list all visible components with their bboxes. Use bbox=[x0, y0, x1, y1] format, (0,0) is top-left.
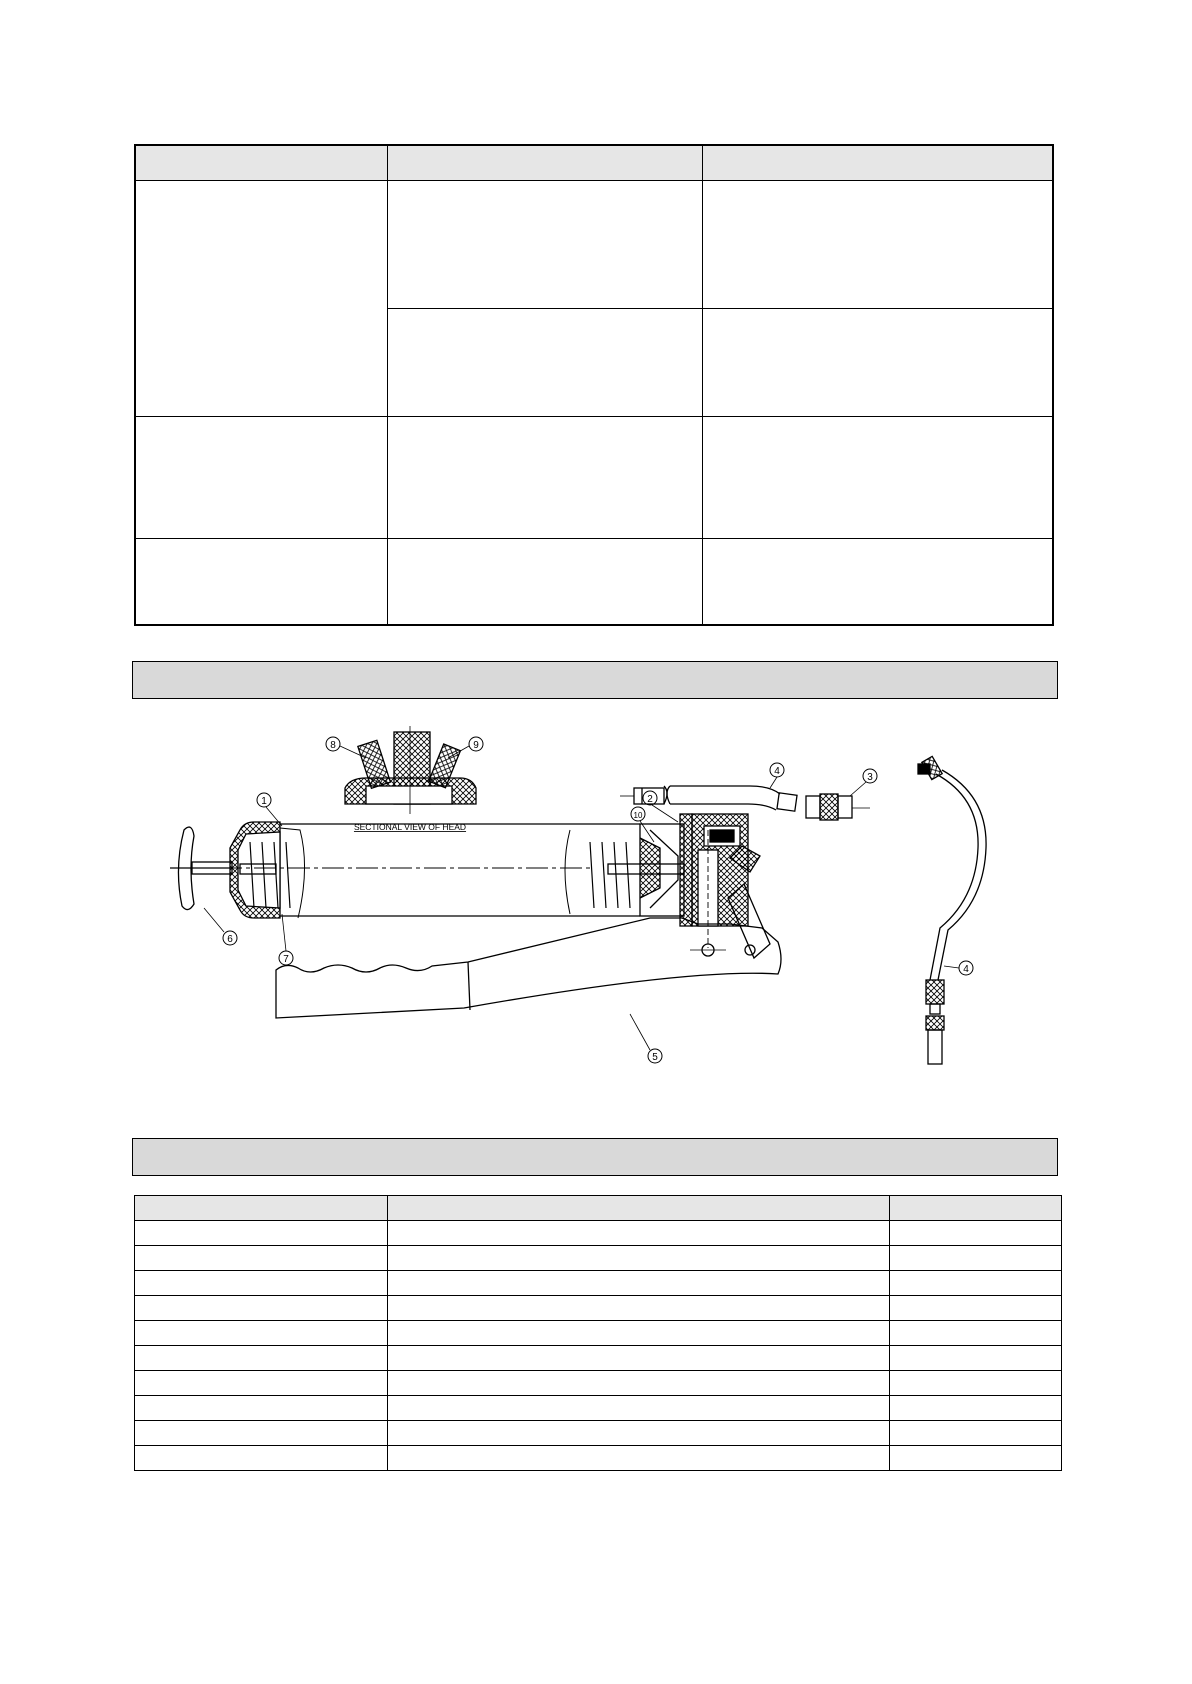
callout-label: 1 bbox=[261, 796, 267, 807]
table-cell bbox=[387, 1371, 889, 1396]
callout-label: 4 bbox=[963, 964, 969, 975]
header-cell bbox=[387, 1196, 889, 1221]
table-cell bbox=[890, 1296, 1062, 1321]
table-row bbox=[135, 539, 1053, 625]
table-cell bbox=[890, 1446, 1062, 1471]
header-cell bbox=[135, 1196, 388, 1221]
table-row bbox=[135, 181, 1053, 309]
table-cell bbox=[703, 309, 1053, 417]
callout-label: 9 bbox=[473, 740, 479, 751]
table-row bbox=[135, 1321, 1062, 1346]
table-cell bbox=[703, 539, 1053, 625]
table-row bbox=[135, 1421, 1062, 1446]
table-cell bbox=[387, 1321, 889, 1346]
table-row bbox=[135, 1221, 1062, 1246]
callout-label: 2 bbox=[647, 794, 653, 805]
table-cell bbox=[135, 539, 387, 625]
table-cell bbox=[890, 1221, 1062, 1246]
table-row bbox=[135, 1396, 1062, 1421]
table-cell bbox=[890, 1346, 1062, 1371]
table-cell bbox=[387, 1346, 889, 1371]
table-cell bbox=[387, 1421, 889, 1446]
table-row bbox=[135, 1371, 1062, 1396]
table-row bbox=[135, 1271, 1062, 1296]
table-cell bbox=[135, 181, 387, 417]
grease-gun-body bbox=[170, 791, 781, 1063]
table-cell bbox=[135, 417, 387, 539]
grease-gun-diagram bbox=[130, 718, 1070, 1103]
table-cell bbox=[135, 1446, 388, 1471]
troubleshooting-table bbox=[134, 144, 1054, 626]
table-cell bbox=[135, 1396, 388, 1421]
flexible-hose bbox=[918, 756, 986, 1064]
table-cell bbox=[703, 417, 1053, 539]
section-heading-bar bbox=[132, 1138, 1058, 1176]
table-cell bbox=[387, 417, 702, 539]
table-cell bbox=[135, 1246, 388, 1271]
table-cell bbox=[890, 1321, 1062, 1346]
table-header-row bbox=[135, 1196, 1062, 1221]
table-cell bbox=[387, 181, 702, 309]
header-cell bbox=[890, 1196, 1062, 1221]
callout-label: 7 bbox=[283, 954, 289, 965]
table-row bbox=[135, 417, 1053, 539]
table-cell bbox=[135, 1321, 388, 1346]
section-heading-bar bbox=[132, 661, 1058, 699]
table-cell bbox=[387, 1296, 889, 1321]
table-header-row bbox=[135, 145, 1053, 181]
table-cell bbox=[387, 1246, 889, 1271]
table-cell bbox=[387, 1446, 889, 1471]
table-cell bbox=[135, 1371, 388, 1396]
table-row bbox=[135, 1296, 1062, 1321]
extension-pipe bbox=[620, 763, 877, 820]
table-row bbox=[135, 1346, 1062, 1371]
header-cell bbox=[135, 145, 387, 181]
table-cell bbox=[135, 1421, 388, 1446]
table-cell bbox=[135, 1346, 388, 1371]
callout-label: 4 bbox=[774, 766, 780, 777]
table-cell bbox=[387, 1396, 889, 1421]
table-cell bbox=[890, 1421, 1062, 1446]
callout-label: 3 bbox=[867, 772, 873, 783]
callout-label: 8 bbox=[330, 740, 336, 751]
header-cell bbox=[387, 145, 702, 181]
callout-label: 10 bbox=[633, 811, 643, 820]
table-row bbox=[135, 1246, 1062, 1271]
callout-label: 6 bbox=[227, 934, 233, 945]
table-cell bbox=[387, 1271, 889, 1296]
head-caption: SECTIONAL VIEW OF HEAD bbox=[353, 822, 467, 832]
table-cell bbox=[387, 1221, 889, 1246]
table-cell bbox=[135, 1221, 388, 1246]
callout-label: 5 bbox=[652, 1052, 658, 1063]
table-cell bbox=[387, 309, 702, 417]
table-cell bbox=[890, 1396, 1062, 1421]
table-cell bbox=[890, 1271, 1062, 1296]
table-row bbox=[135, 1446, 1062, 1471]
parts-list-table bbox=[134, 1195, 1062, 1471]
header-cell bbox=[703, 145, 1053, 181]
table-cell bbox=[703, 181, 1053, 309]
table-cell bbox=[135, 1296, 388, 1321]
table-cell bbox=[890, 1246, 1062, 1271]
sectional-head-view bbox=[326, 726, 483, 832]
table-cell bbox=[890, 1371, 1062, 1396]
table-cell bbox=[387, 539, 702, 625]
table-cell bbox=[135, 1271, 388, 1296]
